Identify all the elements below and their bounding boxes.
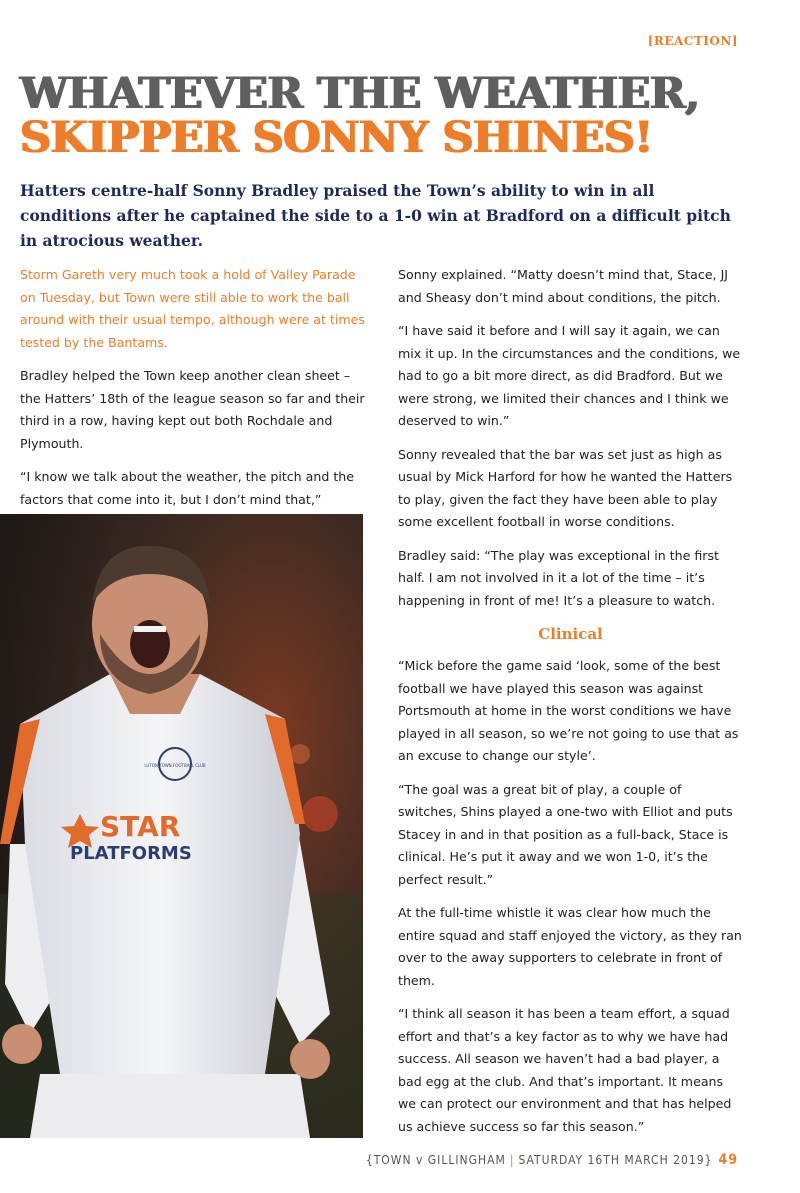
left-column — [20, 264, 365, 522]
page-number: 49 — [718, 1152, 738, 1168]
body-paragraph: “I think all season it has been a team effort, a squad effort and that’s a key factor as to why we have had success. All season we haven’t had a bad player, a bad egg at the club. And that’s important. It means we can protect our environment and that has helped us achieve success so far this season.” — [398, 1006, 732, 1134]
footer-date: SATURDAY 16TH MARCH 2019} — [518, 1153, 713, 1167]
body-paragraph: Sonny revealed that the bar was set just as high as usual by Mick Harford for how he wanted the Hatters to play, given the fact they have been able to play some excellent football in worse conditions. — [398, 446, 733, 529]
body-paragraph: Bradley helped the Town keep another clean sheet – the Hatters’ 18th of the league season so far and their third in a row, having kept out both Rochdale and Plymouth. — [20, 368, 365, 451]
body-paragraph: “I have said it before and I will say it again, we can mix it up. In the circumstances and the conditions, we had to go a bit more direct, as did Bradford. But we were strong, we limited their chances and I think we deserved to win.” — [398, 323, 741, 428]
body-paragraph: “The goal was a great bit of play, a couple of switches, Shins played a one-two with Elliot and puts Stacey in and in that position as a full-back, Stace is clinical. He’s put it away and we won 1-0, it’s the perfect result.” — [398, 781, 733, 887]
body-paragraph: “I know we talk about the weather, the pitch and the factors that come into it, but I don’t mind that,” — [20, 469, 355, 507]
body-paragraph: At the full-time whistle it was clear how much the entire squad and staff enjoyed the victory, as they ran over to the away supporters to celebrate in front of them. — [398, 905, 742, 988]
right-column — [398, 264, 743, 1149]
body-paragraph: Sonny explained. “Matty doesn’t mind that, Stace, JJ and Sheasy don’t mind about conditions, the pitch. — [398, 267, 728, 305]
headline — [20, 69, 790, 163]
footer — [366, 1152, 738, 1168]
headline-line-1: WHATEVER THE WEATHER, — [20, 69, 700, 119]
crest-text: LUTON TOWN FOOTBALL CLUB — [144, 763, 206, 768]
section-tag: [REACTION] — [647, 34, 738, 48]
body-paragraph: Bradley said: “The play was exceptional in the first half. I am not involved in it a lot of the time – it’s happening in front of me! It’s a pleasure to watch. — [398, 547, 719, 608]
standfirst: Hatters centre-half Sonny Bradley praised the Town’s ability to win in all conditions after he captained the side to a 1-0 win at Bradford on a difficult pitch in atrocious weather. — [20, 181, 731, 250]
sponsor-star-text: STAR — [100, 810, 181, 843]
footer-separator: | — [509, 1153, 515, 1167]
headline-line-2: SKIPPER SONNY SHINES! — [20, 113, 653, 163]
photo — [0, 514, 363, 1138]
sponsor-platforms-text: PLATFORMS — [70, 843, 192, 864]
footer-match: {TOWN v GILLINGHAM — [365, 1153, 506, 1167]
subheading-clinical: Clinical — [538, 625, 603, 643]
player-celebration-image — [0, 514, 363, 1138]
intro-paragraph: Storm Gareth very much took a hold of Valley Parade on Tuesday, but Town were still able to work the ball around with their usual tempo, although were at times tested by the Bantams. — [20, 267, 365, 350]
body-paragraph: “Mick before the game said ‘look, some of the best football we have played this season was against Portsmouth at home in the worst conditions we have played in all season, so we’re not going to use that as an excuse to change our style’. — [398, 658, 739, 763]
